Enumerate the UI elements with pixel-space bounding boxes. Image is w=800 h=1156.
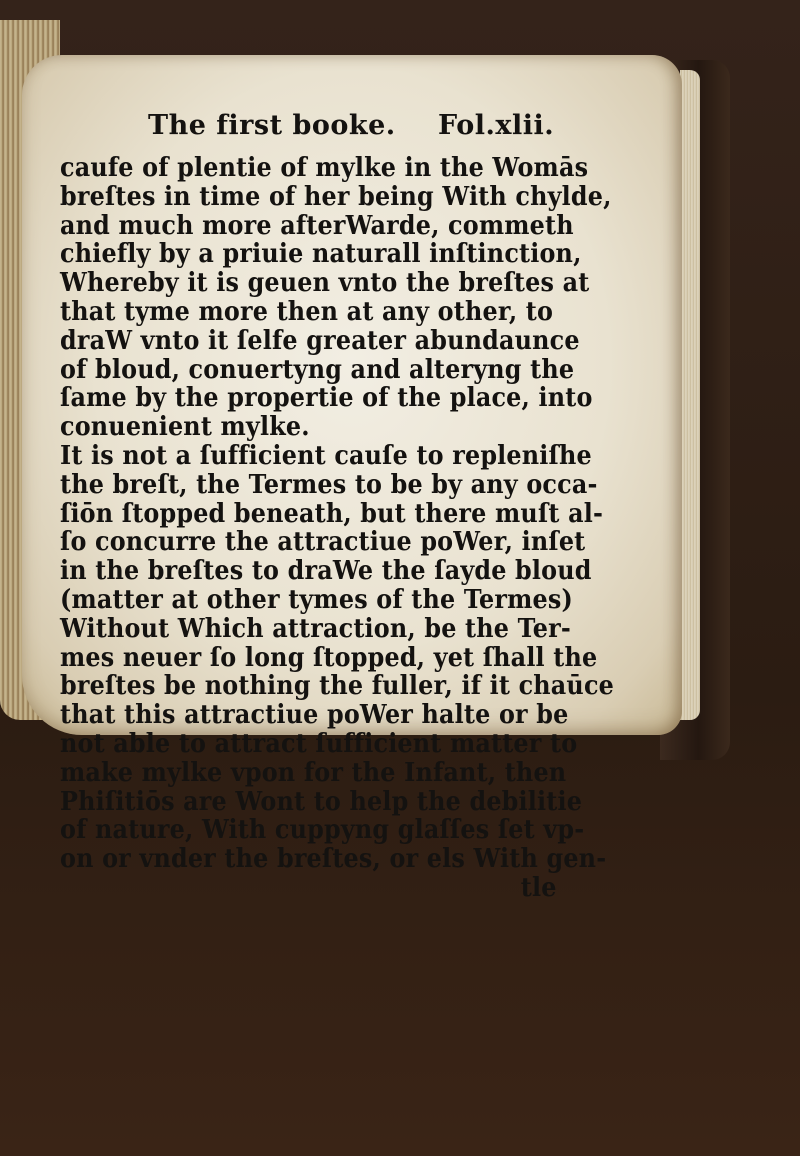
text-line: of nature, With cuppyng glaſſes ſet vp-	[60, 814, 585, 846]
text-line: mes neuer ſo long ſtopped, yet ſhall the	[60, 641, 598, 673]
text-line: in the breſtes to draWe the ſayde bloud	[60, 555, 592, 587]
text-line: caufe of plentie of mylke in the Womās	[60, 152, 589, 183]
text-line: chiefly by a priuie naturall inſtinction,	[60, 238, 582, 270]
text-line: on or vnder the breſtes, or els With gen-	[60, 843, 607, 875]
text-block	[60, 98, 680, 903]
text-line: that tyme more then at any other, to	[60, 295, 554, 327]
text-line: Without Which attraction, be the Ter-	[60, 612, 571, 644]
text-line: of bloud, conuertyng and alteryng the	[60, 353, 575, 385]
text-line: that this attractiue poWer halte or be	[60, 699, 569, 731]
text-line: the breſt, the Termes to be by any occa-	[60, 468, 598, 500]
text-line: conuenient mylke.	[60, 411, 310, 443]
text-line: breſtes in time of her being With chylde,	[60, 180, 612, 212]
text-line: and much more afterWarde, commeth	[60, 209, 574, 241]
text-line: It is not a ſufficient cauſe to repleniſhe	[60, 439, 592, 471]
text-line: ſo concurre the attractiue poWer, inſet	[60, 526, 586, 558]
text-line: Whereby it is geuen vnto the breſtes at	[60, 267, 590, 299]
text-line: (matter at other tymes of the Termes)	[60, 583, 573, 615]
text-line: ſame by the propertie of the place, into	[60, 382, 593, 414]
page-header	[60, 98, 680, 154]
running-title: The first booke.	[148, 110, 396, 141]
text-line: Phiſitiōs are Wont to help the debilitie	[60, 785, 583, 817]
text-line: make mylke vpon for the Infant, then	[60, 756, 567, 788]
catchword: tle	[520, 871, 557, 903]
text-line: breſtes be nothing the fuller, if it chaūce	[60, 670, 615, 702]
text-line: not able to attract ſufficient matter to	[60, 727, 578, 759]
text-line: draW vnto it ſelfe greater abundaunce	[60, 324, 580, 356]
folio-number: Fol.xlii.	[438, 110, 555, 141]
text-line: ſiōn ſtopped beneath, but there muſt al-	[60, 497, 604, 529]
fore-edge	[680, 70, 700, 720]
